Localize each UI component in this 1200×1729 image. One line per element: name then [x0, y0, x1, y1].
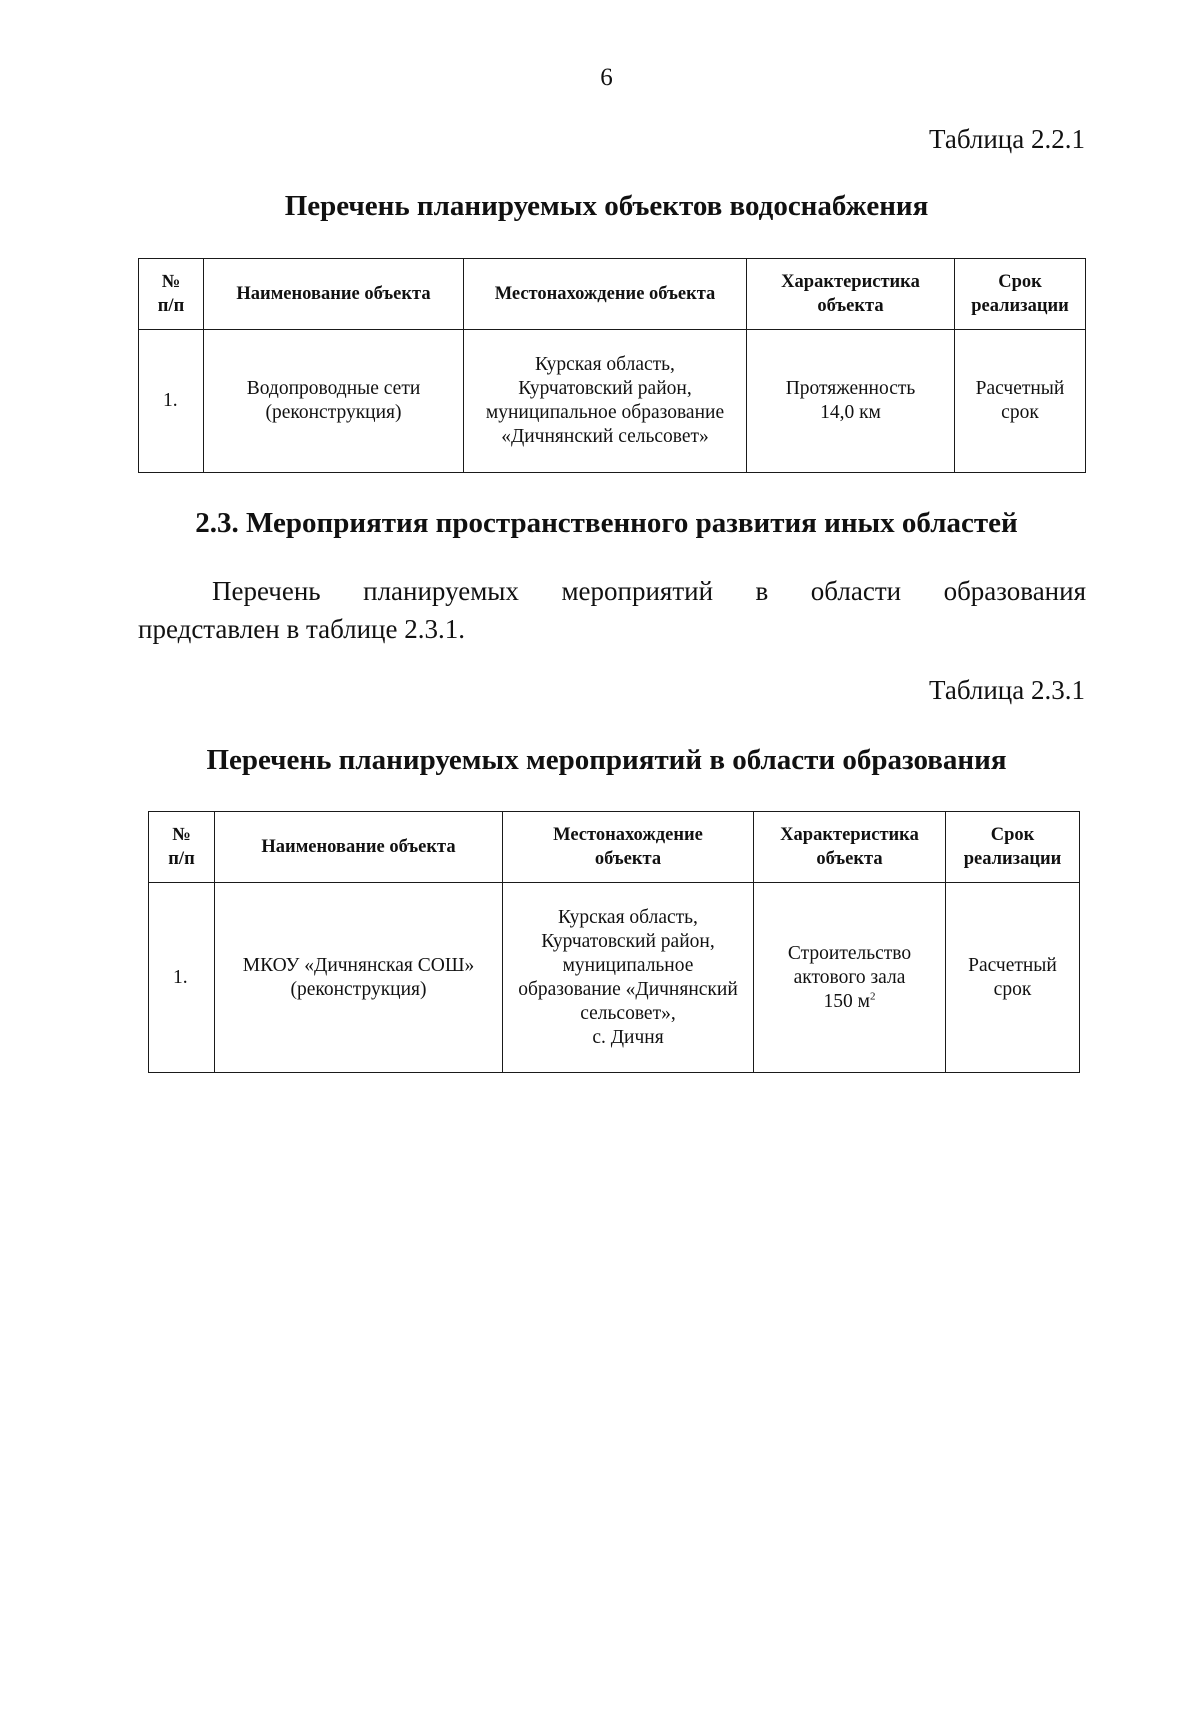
table-title: Перечень планируемых мероприятий в области образования	[206, 744, 1007, 776]
header-location: Местонахождение объекта	[464, 259, 747, 330]
education-table	[148, 811, 1080, 1073]
table-header-row	[149, 812, 1080, 883]
section-heading: 2.3. Мероприятия пространственного развития иных областей	[195, 507, 1018, 539]
table-header-row	[139, 259, 1086, 330]
cell-term: Расчетный срок	[946, 883, 1080, 1073]
header-characteristic: Характеристика объекта	[747, 259, 955, 330]
paragraph-line-2: представлен в таблице 2.3.1.	[138, 614, 465, 644]
water-supply-table	[138, 258, 1086, 473]
header-term: Срок реализации	[946, 812, 1080, 883]
table-caption: Таблица 2.3.1	[929, 675, 1085, 705]
cell-term: Расчетный срок	[955, 330, 1086, 473]
paragraph-line-1: Перечень планируемых мероприятий в области образования	[212, 576, 1086, 606]
cell-location: Курская область, Курчатовский район, муниципальное образование «Дичнянский сельсовет», с. Дичня	[503, 883, 754, 1073]
header-term: Срок реализации	[955, 259, 1086, 330]
header-num: № п/п	[149, 812, 215, 883]
table-row	[139, 330, 1086, 473]
table-title: Перечень планируемых объектов водоснабжения	[284, 190, 929, 222]
header-characteristic: Характеристика объекта	[754, 812, 946, 883]
header-name: Наименование объекта	[215, 812, 503, 883]
header-num: № п/п	[139, 259, 204, 330]
cell-location: Курская область, Курчатовский район, муниципальное образование «Дичнянский сельсовет»	[464, 330, 747, 473]
cell-name: МКОУ «Дичнянская СОШ» (реконструкция)	[215, 883, 503, 1073]
cell-num: 1.	[139, 330, 204, 473]
table-row	[149, 883, 1080, 1073]
table-caption: Таблица 2.2.1	[929, 124, 1085, 154]
cell-characteristic: Строительство актового зала 150 $м^2$	[754, 883, 946, 1073]
cell-num: 1.	[149, 883, 215, 1073]
page-number: 6	[600, 64, 613, 91]
header-name: Наименование объекта	[204, 259, 464, 330]
cell-name: Водопроводные сети (реконструкция)	[204, 330, 464, 473]
header-location: Местонахождение объекта	[503, 812, 754, 883]
cell-characteristic: Протяженность 14,0 км	[747, 330, 955, 473]
